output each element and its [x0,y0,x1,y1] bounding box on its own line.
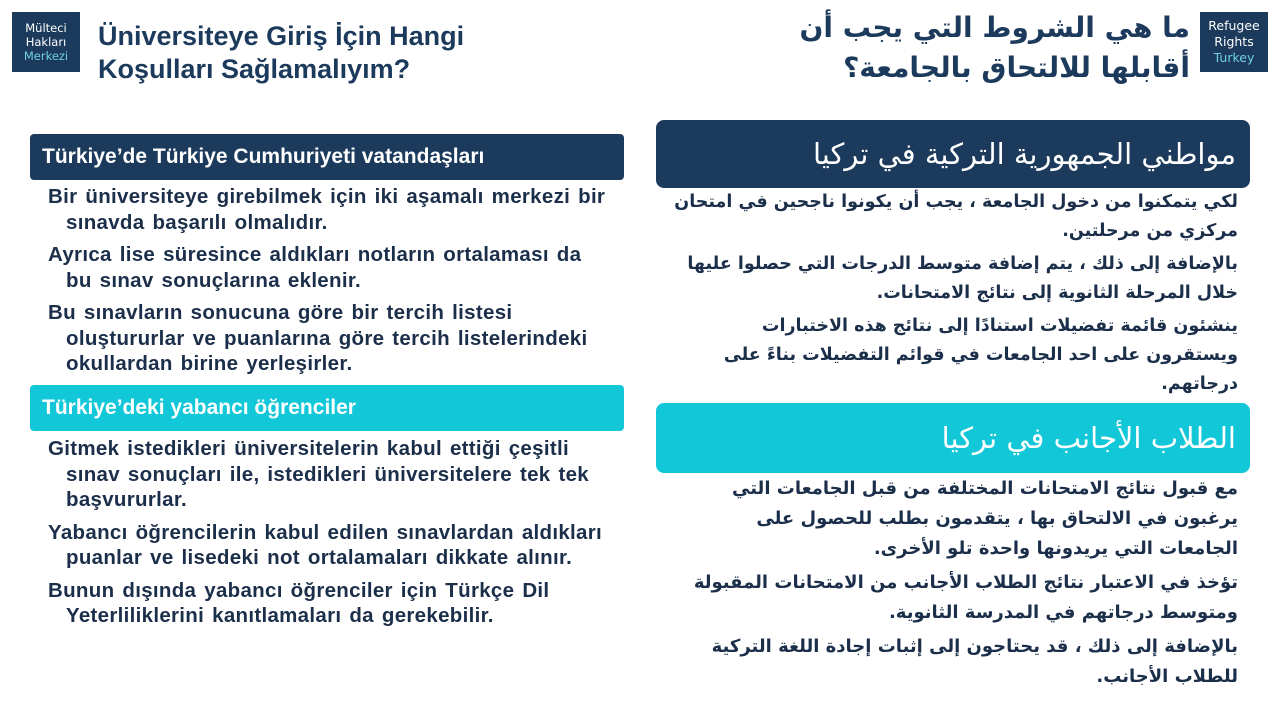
list-item: Bir üniversiteye girebilmek için iki aşamalı merkezi bir sınavda başarılı olmalıdır. [48,185,606,234]
list-item: Bu sınavların sonucuna göre bir tercih listesi oluştururlar ve puanlarına göre tercih listelerindeki okullardan birine yerleşirler. [48,301,588,375]
logo-refugee-rights-turkey [1200,12,1268,72]
list-item: Bunun dışında yabancı öğrenciler için Türkçe Dil Yeterliliklerini kanıtlamaları da gerekebilir. [48,578,550,627]
section-heading-foreign-students-tr: Türkiye’deki yabancı öğrenciler [30,385,624,431]
list-item: لكي يتمكنوا من دخول الجامعة ، يجب أن يكونوا ناجحين في امتحان مركزي من مرحلتين. [674,192,1238,241]
logo-right-line1: Refugee [1208,18,1260,33]
list-item: تؤخذ في الاعتبار نتائج الطلاب الأجانب من الامتحانات المقبولة ومتوسط درجاتهم في المدرسة الثانوية. [693,572,1238,623]
list-item: بالإضافة إلى ذلك ، يتم إضافة متوسط الدرجات التي حصلوا عليها خلال المرحلة الثانوية إلى نتائج الامتحانات. [687,254,1238,303]
logo-left-line3: Merkezi [23,49,69,63]
logo-multeci-haklari-merkezi [12,12,80,72]
page-title-turkish: Üniversiteye Giriş İçin Hangi Koşulları Sağlamalıyım? [98,21,465,84]
foreign-students-list-ar [672,474,1238,696]
section-heading-foreign-students-ar: الطلاب الأجانب في تركيا [656,403,1250,473]
section-heading-citizens-tr: Türkiye’de Türkiye Cumhuriyeti vatandaşları [30,134,624,180]
section-heading-citizens-ar: مواطني الجمهورية التركية في تركيا [656,120,1250,188]
citizens-list-tr [48,184,608,384]
page-title-arabic: ما هي الشروط التي يجب أن أقابلها للالتحاق بالجامعة؟ [799,11,1190,84]
logo-left-line2: Hakları [25,35,67,49]
list-item: بالإضافة إلى ذلك ، قد يحتاجون إلى إثبات إجادة اللغة التركية للطلاب الأجانب. [711,636,1238,687]
logo-left-line1: Mülteci [25,21,67,35]
list-item: ينشئون قائمة تفضيلات استنادًا إلى نتائج هذه الاختبارات ويستقرون على احد الجامعات في قوائم التفضيلات بناءً على درجاتهم. [723,316,1238,394]
logo-right-line2: Rights [1214,34,1254,49]
citizens-list-ar [672,188,1238,403]
list-item: Yabancı öğrencilerin kabul edilen sınavlardan aldıkları puanlar ve lisedeki not ortalamaları dikkate alınır. [48,520,603,569]
foreign-students-list-tr [48,436,608,636]
list-item: Gitmek istedikleri üniversitelerin kabul ettiği çeşitli sınav sonuçları ile, istedikleri üniversitelere tek tek başvururlar. [48,437,590,511]
list-item: مع قبول نتائج الامتحانات المختلفة من قبل الجامعات التي يرغبون في الالتحاق بها ، يتقدمون بطلب للحصول على الجامعات التي يريدونها واحدة تلو الأخرى. [732,478,1238,559]
list-item: Ayrıca lise süresince aldıkları notların ortalaması da bu sınav sonuçlarına eklenir. [48,243,582,292]
logo-right-line3: Turkey [1213,50,1255,65]
